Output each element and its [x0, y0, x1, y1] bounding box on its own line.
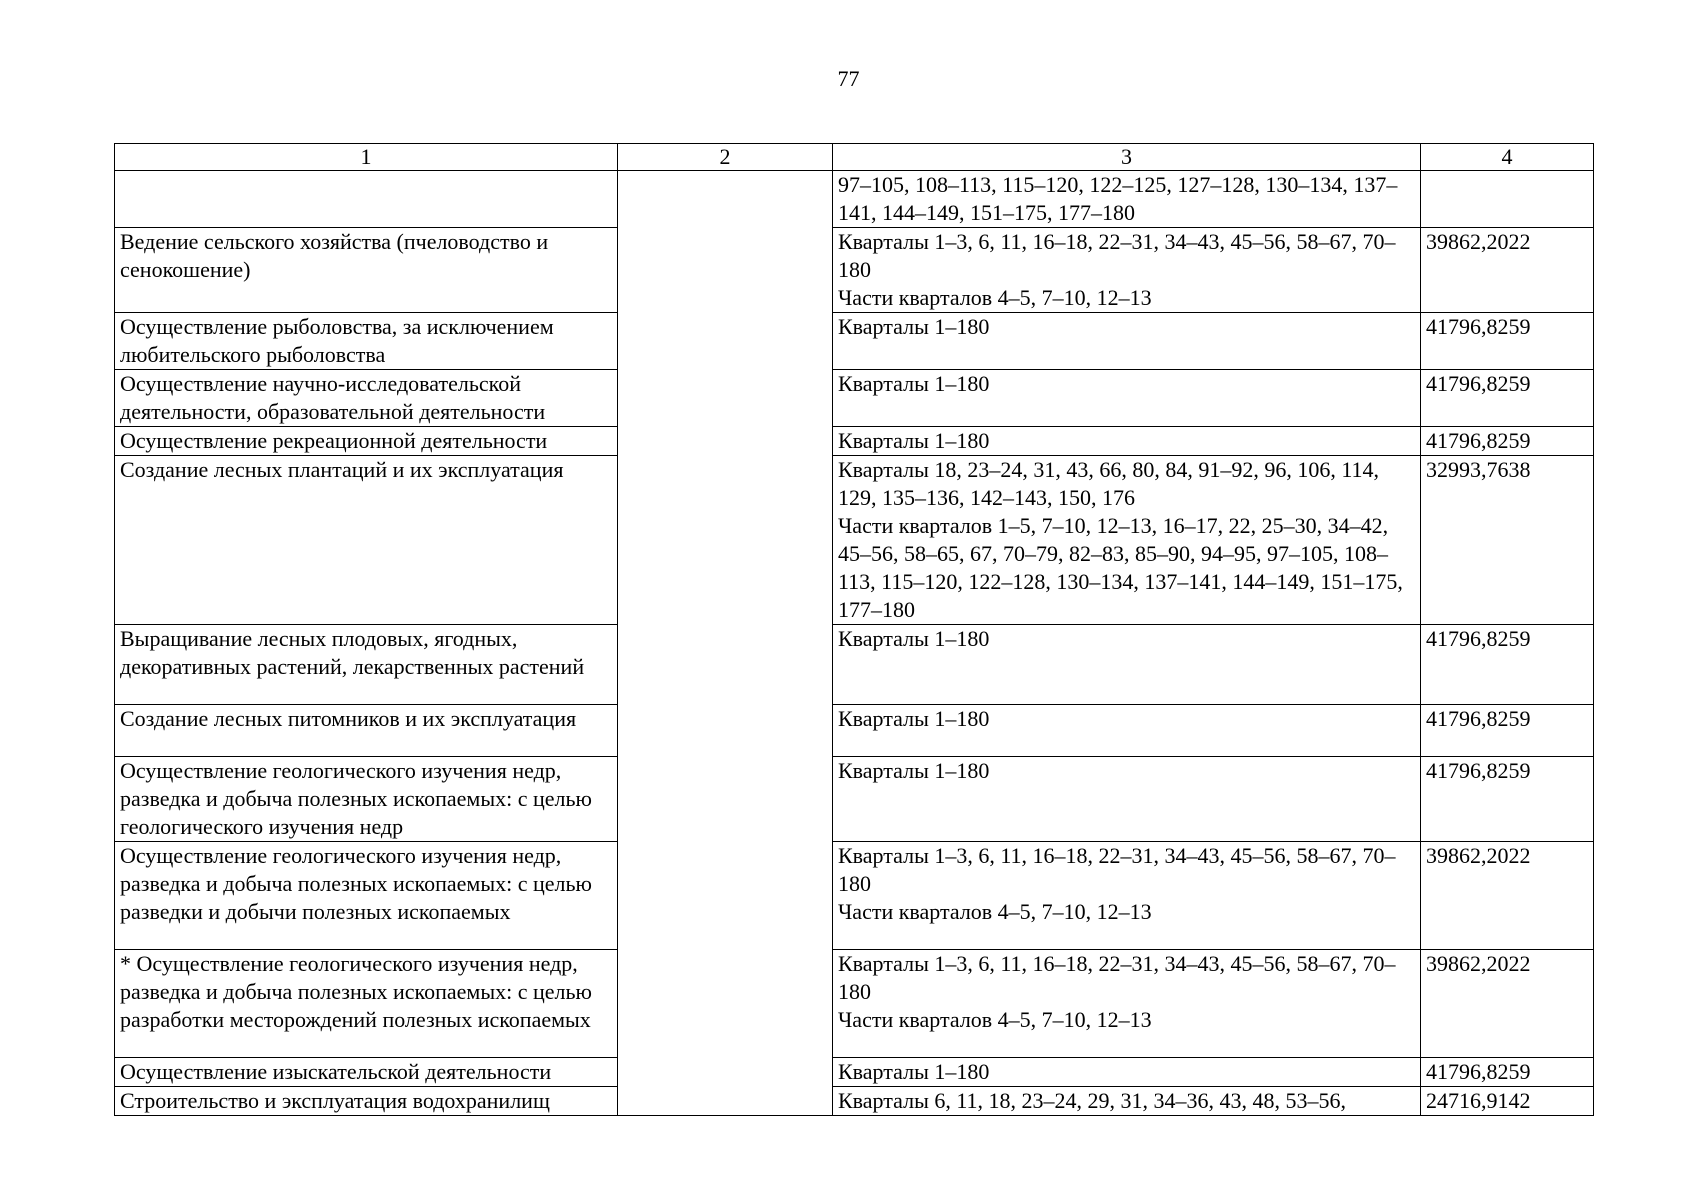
activity-cell: Осуществление рекреационной деятельности	[115, 427, 618, 456]
quarters-line: Кварталы 1–180	[838, 706, 990, 731]
activity-cell: Создание лесных плантаций и их эксплуатация	[115, 456, 618, 625]
area-cell: 41796,8259	[1421, 757, 1594, 842]
quarters-line: Кварталы 1–180	[838, 1059, 990, 1084]
table-row	[115, 842, 1594, 950]
header-cell-1: 1	[115, 144, 618, 171]
table-row	[115, 456, 1594, 625]
activity-cell: Осуществление изыскательской деятельности	[115, 1058, 618, 1087]
area-cell: 41796,8259	[1421, 313, 1594, 370]
quarters-line: Кварталы 1–3, 6, 11, 16–18, 22–31, 34–43, 45–56, 58–67, 70–180	[838, 843, 1396, 896]
area-cell: 41796,8259	[1421, 625, 1594, 705]
quarters-line: Кварталы 1–3, 6, 11, 16–18, 22–31, 34–43, 45–56, 58–67, 70–180	[838, 229, 1396, 282]
activity-cell: Ведение сельского хозяйства (пчеловодство и сенокошение)	[115, 228, 618, 313]
table-row	[115, 427, 1594, 456]
activity-cell: Осуществление геологического изучения недр, разведка и добыча полезных ископаемых: с целью геологического изучения недр	[115, 757, 618, 842]
quarters-line: Части кварталов 1–5, 7–10, 12–13, 16–17, 22, 25–30, 34–42, 45–56, 58–65, 67, 70–79, 82–83, 85–90, 94–95, 97–105, 108–113, 115–120, 122–128, 130–134, 137–141, 144–149, 151–175, 177–180	[838, 513, 1403, 622]
table-row	[115, 228, 1594, 313]
quarters-line: Кварталы 1–180	[838, 314, 990, 339]
column-2-merged-cell	[618, 171, 833, 1116]
quarters-cell	[833, 427, 1421, 456]
table-row	[115, 171, 1594, 228]
quarters-cell	[833, 456, 1421, 625]
quarters-cell	[833, 1058, 1421, 1087]
activity-cell	[115, 171, 618, 228]
area-cell: 41796,8259	[1421, 427, 1594, 456]
header-cell-4: 4	[1421, 144, 1594, 171]
area-cell	[1421, 171, 1594, 228]
forest-use-table	[114, 143, 1594, 1116]
area-cell: 39862,2022	[1421, 950, 1594, 1058]
activity-cell: Осуществление рыболовства, за исключением любительского рыболовства	[115, 313, 618, 370]
table-row	[115, 370, 1594, 427]
quarters-line: Кварталы 1–180	[838, 758, 990, 783]
quarters-line: Кварталы 1–180	[838, 626, 990, 651]
quarters-line: Кварталы 1–3, 6, 11, 16–18, 22–31, 34–43, 45–56, 58–67, 70–180	[838, 951, 1396, 1004]
quarters-line: Части кварталов 4–5, 7–10, 12–13	[838, 285, 1152, 310]
area-cell: 41796,8259	[1421, 370, 1594, 427]
quarters-line: Кварталы 6, 11, 18, 23–24, 29, 31, 34–36, 43, 48, 53–56,	[838, 1088, 1347, 1113]
table-row	[115, 313, 1594, 370]
table-row	[115, 1058, 1594, 1087]
table-row	[115, 950, 1594, 1058]
area-cell: 24716,9142	[1421, 1087, 1594, 1116]
activity-cell: Осуществление геологического изучения недр, разведка и добыча полезных ископаемых: с целью разведки и добычи полезных ископаемых	[115, 842, 618, 950]
quarters-cell	[833, 370, 1421, 427]
quarters-cell	[833, 757, 1421, 842]
quarters-line: Части кварталов 4–5, 7–10, 12–13	[838, 899, 1152, 924]
quarters-cell	[833, 171, 1421, 228]
quarters-cell	[833, 1087, 1421, 1116]
table-row	[115, 625, 1594, 705]
quarters-cell	[833, 950, 1421, 1058]
quarters-cell	[833, 313, 1421, 370]
table-row	[115, 757, 1594, 842]
quarters-line: Кварталы 18, 23–24, 31, 43, 66, 80, 84, 91–92, 96, 106, 114, 129, 135–136, 142–143, 150, 176	[838, 457, 1380, 510]
activity-cell: Строительство и эксплуатация водохранилищ	[115, 1087, 618, 1116]
quarters-line: 97–105, 108–113, 115–120, 122–125, 127–128, 130–134, 137–141, 144–149, 151–175, 177–180	[838, 172, 1398, 225]
quarters-cell	[833, 625, 1421, 705]
quarters-cell	[833, 705, 1421, 757]
table-row	[115, 1087, 1594, 1116]
activity-cell: Осуществление научно-исследовательской деятельности, образовательной деятельности	[115, 370, 618, 427]
header-cell-2: 2	[618, 144, 833, 171]
page-number: 77	[837, 66, 860, 91]
area-cell: 32993,7638	[1421, 456, 1594, 625]
area-cell: 39862,2022	[1421, 228, 1594, 313]
quarters-line: Кварталы 1–180	[838, 428, 990, 453]
activity-cell: Создание лесных питомников и их эксплуатация	[115, 705, 618, 757]
header-cell-3: 3	[833, 144, 1421, 171]
activity-cell: Выращивание лесных плодовых, ягодных, декоративных растений, лекарственных растений	[115, 625, 618, 705]
area-cell: 41796,8259	[1421, 1058, 1594, 1087]
activity-cell: * Осуществление геологического изучения недр, разведка и добыча полезных ископаемых: с целью разработки месторождений полезных ископаемых	[115, 950, 618, 1058]
quarters-line: Кварталы 1–180	[838, 371, 990, 396]
table-row	[115, 705, 1594, 757]
area-cell: 39862,2022	[1421, 842, 1594, 950]
quarters-cell	[833, 228, 1421, 313]
quarters-line: Части кварталов 4–5, 7–10, 12–13	[838, 1007, 1152, 1032]
quarters-cell	[833, 842, 1421, 950]
area-cell: 41796,8259	[1421, 705, 1594, 757]
table-header-row	[115, 144, 1594, 171]
